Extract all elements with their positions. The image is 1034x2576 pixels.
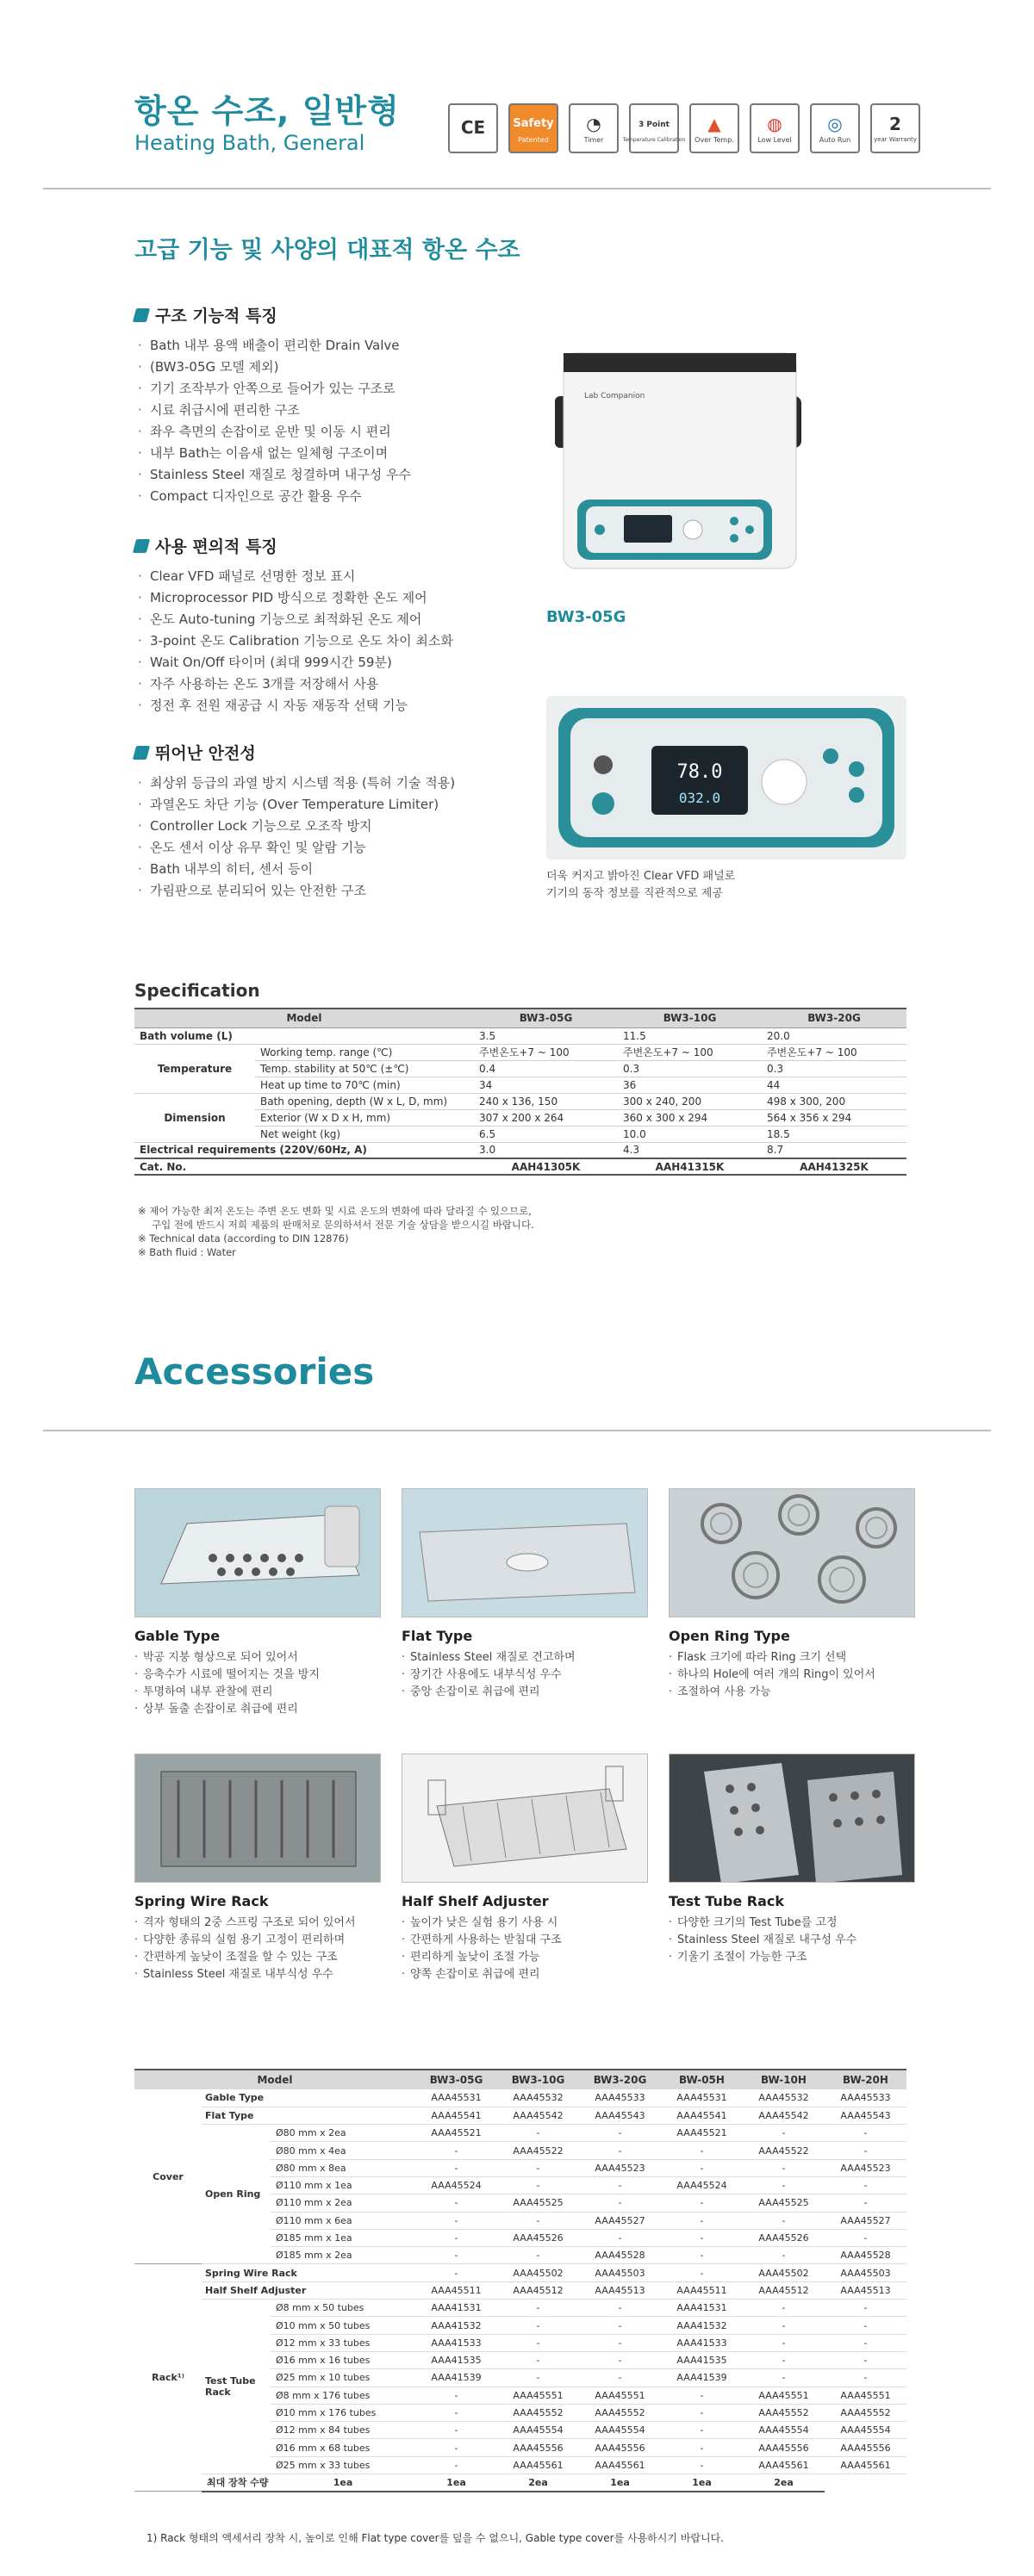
table-row: Cover Gable Type AAA45531 AAA45532 AAA45533 AAA45531 AAA45532 AAA45533 [134, 2089, 906, 2107]
table-row: Heat up time to 70℃ (min) 34 36 44 [134, 1077, 906, 1093]
list-item: · 편리하게 높낮이 조절 가능 [402, 1949, 648, 1966]
list-item: · 높이가 낮은 실험 용기 사용 시 [402, 1915, 648, 1932]
timer-icon: ◔ Timer [569, 103, 619, 153]
warranty-icon: 2 year Warranty [870, 103, 920, 153]
list-item: · 과열온도 차단 기능 (Over Temperature Limiter) [134, 794, 531, 816]
list-item: · 3-point 온도 Calibration 기능으로 온도 차이 최소화 [134, 630, 531, 652]
product-model: BW3-05G [546, 608, 626, 626]
feature-badges [448, 103, 920, 153]
list-item: · Bath 내부의 히터, 센서 등이 [134, 859, 531, 880]
table-row: Ø110 mm x 1ea AAA45524 - - AAA45524 - - [134, 2176, 906, 2194]
accessory-card-gable [134, 1488, 381, 1718]
accessories-title: Accessories [134, 1350, 375, 1393]
table-row: Ø80 mm x 4ea - AAA45522 - - AAA45522 - [134, 2142, 906, 2159]
table-row: Ø16 mm x 68 tubes - AAA45556 AAA45556 - AAA45556 AAA45556 [134, 2439, 906, 2456]
spec-notes: ※ 제어 가능한 최저 온도는 주변 온도 변화 및 시료 온도의 변화에 따라 달라질 수 있으므로, 구입 전에 반드시 저희 제품의 판매처로 문의하셔서 전문 기술 상담을 받으시길 바랍니다. ※ Technical data (according to DIN 12876) ※ Bath fluid : Water [138, 1205, 534, 1258]
list-item: · 가림판으로 분리되어 있는 안전한 구조 [134, 880, 531, 902]
table-row: Ø110 mm x 6ea - - AAA45527 - - AAA45527 [134, 2212, 906, 2229]
table-row: Dimension Bath opening, depth (W x L, D, mm) 240 x 136, 150 300 x 240, 200 498 x 300, 200 [134, 1093, 906, 1109]
table-row: Bath volume (L) 3.5 11.5 20.0 [134, 1027, 906, 1044]
list-item: · 양쪽 손잡이로 취급에 편리 [402, 1966, 648, 1983]
list-item: · 다양한 크기의 Test Tube를 고정 [669, 1915, 915, 1932]
list-item: · 격자 형태의 2중 스프링 구조로 되어 있어서 [134, 1915, 381, 1932]
table-row: Ø12 mm x 84 tubes - AAA45554 AAA45554 - AAA45554 AAA45554 [134, 2422, 906, 2439]
table-row: Exterior (W x D x H, mm) 307 x 200 x 264 360 x 300 x 294 564 x 356 x 294 [134, 1109, 906, 1126]
list-item: · 박공 지붕 형상으로 되어 있어서 [134, 1649, 381, 1667]
table-row: Net weight (kg) 6.5 10.0 18.5 [134, 1126, 906, 1142]
accessory-card-half-shelf [402, 1754, 648, 1983]
calibration-icon: 3 Point Temperature Calibration [629, 103, 679, 153]
table-row: Ø8 mm x 176 tubes - AAA45551 AAA45551 - AAA45551 AAA45551 [134, 2387, 906, 2404]
list-item: · 하나의 Hole에 여러 개의 Ring이 있어서 [669, 1667, 915, 1684]
list-item: · 자주 사용하는 온도 3개를 저장해서 사용 [134, 673, 531, 695]
list-item: · Stainless Steel 재질로 청결하며 내구성 우수 [134, 464, 531, 486]
table-row: Open Ring Ø80 mm x 2ea AAA45521 - - AAA45521 - - [134, 2125, 906, 2142]
list-item: · 간편하게 높낮이 조절을 할 수 있는 구조 [134, 1949, 381, 1966]
auto-run-icon: ◎ Auto Run [810, 103, 860, 153]
page-title-english: Heating Bath, General [134, 131, 365, 155]
spec-title: Specification [134, 980, 260, 1001]
page-title-korean: 항온 수조, 일반형 [134, 92, 400, 130]
list-item: · 간편하게 사용하는 받침대 구조 [402, 1932, 648, 1949]
table-row: Ø110 mm x 2ea - AAA45525 - - AAA45525 - [134, 2194, 906, 2212]
table-row: Half Shelf Adjuster AAA45511 AAA45512 AAA45513 AAA45511 AAA45512 AAA45513 [134, 2281, 906, 2299]
section-heading: 뛰어난 안전성 [155, 744, 256, 763]
section-marker-icon [133, 308, 150, 322]
gable-cover-image [134, 1488, 381, 1617]
section-subtitle: 고급 기능 및 사양의 대표적 항온 수조 [134, 237, 520, 264]
table-row: Ø25 mm x 33 tubes - AAA45561 AAA45561 - AAA45561 AAA45561 [134, 2456, 906, 2474]
table-row: Cat. No. AAH41305K AAH41315K AAH41325K [134, 1158, 906, 1175]
table-row: Ø10 mm x 50 tubes AAA41532 - - AAA41532 - - [134, 2317, 906, 2334]
over-temp-icon: ▲ Over Temp. [689, 103, 739, 153]
list-item: · 응축수가 시료에 떨어지는 것을 방지 [134, 1667, 381, 1684]
feature-section-safety [134, 741, 531, 902]
divider [43, 1430, 991, 1431]
accessory-name: Half Shelf Adjuster [402, 1893, 549, 1909]
accessory-card-spring-wire [134, 1754, 381, 1983]
list-item: · 중앙 손잡이로 취급에 편리 [402, 1684, 648, 1701]
accessory-card-open-ring [669, 1488, 915, 1701]
display-top: 78.0 [676, 761, 723, 783]
section-marker-icon [133, 539, 150, 553]
table-row: Rack¹⁾ Spring Wire Rack - AAA45502 AAA45503 - AAA45502 AAA45503 [134, 2264, 906, 2281]
table-row: Ø16 mm x 16 tubes AAA41535 - - AAA41535 - - [134, 2351, 906, 2368]
list-item: · (BW3-05G 모델 제외) [134, 357, 531, 378]
table-row: Temp. stability at 50℃ (±℃) 0.4 0.3 0.3 [134, 1060, 906, 1077]
list-item: · 정전 후 전원 재공급 시 자동 재동작 선택 기능 [134, 695, 531, 717]
ce-mark-icon: CE [448, 103, 498, 153]
table-row: Test Tube Rack Ø8 mm x 50 tubes AAA41531 - - AAA41531 - - [134, 2300, 906, 2317]
list-item: · 온도 Auto-tuning 기능으로 최적화된 온도 제어 [134, 609, 531, 630]
display-bottom: 032.0 [678, 790, 721, 806]
table-row: Ø12 mm x 33 tubes AAA41533 - - AAA41533 - - [134, 2334, 906, 2351]
accessory-name: Spring Wire Rack [134, 1893, 269, 1909]
product-brand: Lab Companion [584, 392, 645, 400]
list-item: · Bath 내부 용액 배출이 편리한 Drain Valve [134, 335, 531, 357]
list-item: · 투명하여 내부 관찰에 편리 [134, 1684, 381, 1701]
table-row: Ø80 mm x 8ea - - AAA45523 - - AAA45523 [134, 2159, 906, 2176]
feature-section-structure [134, 303, 531, 507]
list-item: · 시료 취급시에 편리한 구조 [134, 400, 531, 421]
heating-bath-product-image [546, 336, 839, 603]
table-footnote: 1) Rack 형태의 액세서리 장착 시, 높이로 인해 Flat type cover를 덮을 수 없으니, Gable type cover를 사용하시기 바랍니다. [146, 2532, 724, 2544]
list-item: · Stainless Steel 재질로 내구성 우수 [669, 1932, 915, 1949]
accessory-name: Flat Type [402, 1628, 473, 1644]
table-row: Temperature Working temp. range (℃) 주변온도+7 ~ 100 주변온도+7 ~ 100 주변온도+7 ~ 100 [134, 1044, 906, 1060]
table-row: 최대 장착 수량 1ea 1ea 2ea 1ea 1ea 2ea [134, 2474, 906, 2492]
list-item: · Controller Lock 기능으로 오조작 방지 [134, 816, 531, 837]
accessory-table [134, 2069, 906, 2492]
list-item: · Stainless Steel 재질로 내부식성 우수 [134, 1966, 381, 1983]
feature-section-usability [134, 534, 531, 717]
low-level-icon: ◍ Low Level [750, 103, 800, 153]
list-item: · 장기간 사용에도 내부식성 우수 [402, 1667, 648, 1684]
table-row: Ø25 mm x 10 tubes AAA41539 - - AAA41539 - - [134, 2369, 906, 2387]
control-panel-closeup [546, 696, 906, 860]
list-item: · Compact 디자인으로 공간 활용 우수 [134, 486, 531, 507]
spec-table [134, 1008, 906, 1176]
half-shelf-adjuster-image [402, 1754, 648, 1883]
table-header-row: Model BW3-05G BW3-10G BW3-20G [134, 1009, 906, 1027]
section-heading: 구조 기능적 특징 [155, 307, 277, 326]
table-row: Ø185 mm x 1ea - AAA45526 - - AAA45526 - [134, 2229, 906, 2246]
divider [43, 188, 991, 189]
list-item: · 조절하여 사용 가능 [669, 1684, 915, 1701]
list-item: · Microprocessor PID 방식으로 정확한 온도 제어 [134, 587, 531, 609]
accessory-name: Open Ring Type [669, 1628, 790, 1644]
list-item: · 기울기 조절이 가능한 구조 [669, 1949, 915, 1966]
table-row: Electrical requirements (220V/60Hz, A) 3.0 4.3 8.7 [134, 1142, 906, 1158]
table-header-row: Model BW3-05G BW3-10G BW3-20G BW-05H BW-10H BW-20H [134, 2070, 906, 2089]
list-item: · 상부 돌출 손잡이로 취급에 편리 [134, 1701, 381, 1718]
list-item: · 다양한 종류의 실험 용기 고정이 편리하며 [134, 1932, 381, 1949]
vfd-panel-image [546, 696, 906, 860]
accessory-name: Test Tube Rack [669, 1893, 785, 1909]
list-item: · 기기 조작부가 안쪽으로 들어가 있는 구조로 [134, 378, 531, 400]
list-item: · Stainless Steel 재질로 견고하며 [402, 1649, 648, 1667]
list-item: · Wait On/Off 타이머 (최대 999시간 59분) [134, 652, 531, 673]
section-marker-icon [133, 746, 150, 760]
test-tube-rack-image [669, 1754, 915, 1883]
accessory-name: Gable Type [134, 1628, 221, 1644]
list-item: · Flask 크기에 따라 Ring 크기 선택 [669, 1649, 915, 1667]
spring-wire-rack-image [134, 1754, 381, 1883]
table-row: Flat Type AAA45541 AAA45542 AAA45543 AAA45541 AAA45542 AAA45543 [134, 2107, 906, 2124]
accessory-card-flat [402, 1488, 648, 1701]
list-item: · 최상위 등급의 과열 방지 시스템 적용 (특허 기술 적용) [134, 773, 531, 794]
list-item: · Clear VFD 패널로 선명한 정보 표시 [134, 566, 531, 587]
section-heading: 사용 편의적 특징 [155, 537, 277, 556]
open-ring-image [669, 1488, 915, 1617]
list-item: · 온도 센서 이상 유무 확인 및 알람 기능 [134, 837, 531, 859]
flat-cover-image [402, 1488, 648, 1617]
accessory-card-test-tube [669, 1754, 915, 1966]
table-row: Ø10 mm x 176 tubes - AAA45552 AAA45552 - AAA45552 AAA45552 [134, 2404, 906, 2421]
list-item: · 좌우 측면의 손잡이로 운반 및 이동 시 편리 [134, 421, 531, 443]
safety-patented-icon: Safety Patented [508, 103, 558, 153]
panel-caption: 더욱 커지고 밝아진 Clear VFD 패널로 기기의 동작 정보를 직관적으로 제공 [546, 870, 736, 900]
table-row: Ø185 mm x 2ea - - AAA45528 - - AAA45528 [134, 2247, 906, 2264]
list-item: · 내부 Bath는 이음새 없는 일체형 구조이며 [134, 443, 531, 464]
